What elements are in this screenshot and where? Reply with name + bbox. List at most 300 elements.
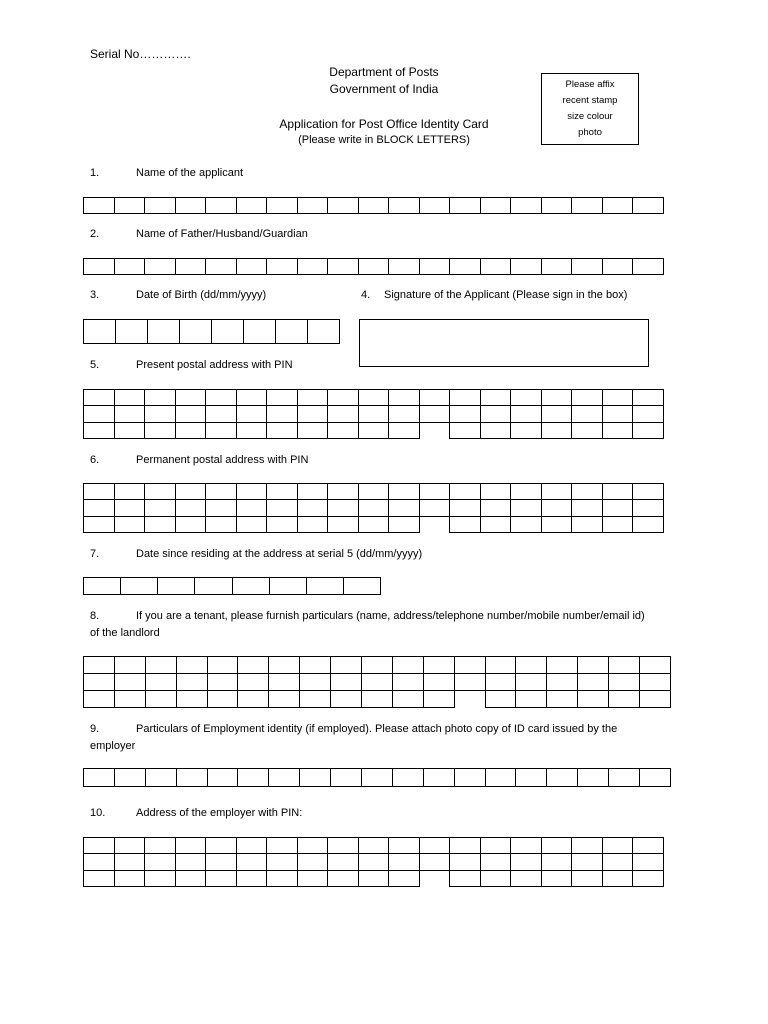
letter-box[interactable] [84, 259, 115, 275]
letter-box[interactable] [232, 578, 269, 595]
letter-box[interactable] [176, 674, 207, 691]
letter-box[interactable] [145, 870, 176, 886]
letter-box[interactable] [516, 691, 547, 708]
letter-box[interactable] [145, 657, 176, 674]
letter-box[interactable] [602, 500, 633, 516]
letter-box[interactable] [392, 769, 423, 787]
letter-box[interactable] [206, 500, 237, 516]
letter-box[interactable] [480, 390, 511, 406]
letter-box[interactable] [114, 691, 145, 708]
letter-box[interactable] [572, 259, 603, 275]
letter-box[interactable] [84, 691, 115, 708]
guardian-name-boxes[interactable] [83, 258, 664, 275]
letter-box[interactable] [419, 198, 450, 214]
letter-box[interactable] [145, 500, 176, 516]
letter-box[interactable] [572, 854, 603, 870]
letter-box[interactable] [267, 484, 298, 500]
letter-box[interactable] [145, 769, 176, 787]
letter-box[interactable] [358, 198, 389, 214]
letter-box[interactable] [238, 674, 269, 691]
letter-box[interactable] [541, 870, 572, 886]
letter-box[interactable] [485, 691, 516, 708]
letter-box[interactable] [206, 838, 237, 854]
letter-box[interactable] [297, 484, 328, 500]
letter-box[interactable] [633, 484, 664, 500]
letter-box[interactable] [511, 198, 542, 214]
letter-box[interactable] [145, 259, 176, 275]
letter-box[interactable] [114, 406, 145, 422]
letter-box[interactable] [297, 198, 328, 214]
letter-box[interactable] [511, 422, 542, 438]
letter-box[interactable] [640, 674, 671, 691]
letter-box[interactable] [541, 484, 572, 500]
letter-box[interactable] [541, 406, 572, 422]
letter-box[interactable] [633, 838, 664, 854]
letter-box[interactable] [328, 422, 359, 438]
residing-since-date-boxes[interactable] [83, 577, 381, 595]
letter-box[interactable] [389, 259, 420, 275]
letter-box[interactable] [633, 406, 664, 422]
letter-box[interactable] [609, 691, 640, 708]
letter-box[interactable] [297, 500, 328, 516]
letter-box[interactable] [419, 484, 450, 500]
letter-box[interactable] [176, 691, 207, 708]
letter-box[interactable] [480, 854, 511, 870]
letter-box[interactable] [450, 484, 481, 500]
letter-box[interactable] [300, 691, 331, 708]
letter-box[interactable] [480, 516, 511, 532]
letter-box[interactable] [145, 854, 176, 870]
letter-box[interactable] [389, 838, 420, 854]
letter-box[interactable] [269, 657, 300, 674]
letter-box[interactable] [206, 516, 237, 532]
letter-box[interactable] [358, 500, 389, 516]
employer-address-boxes[interactable] [83, 837, 664, 887]
letter-box[interactable] [511, 838, 542, 854]
letter-box[interactable] [236, 198, 267, 214]
date-of-birth-boxes[interactable] [83, 319, 340, 344]
letter-box[interactable] [267, 198, 298, 214]
letter-box[interactable] [547, 657, 578, 674]
letter-box[interactable] [362, 769, 393, 787]
letter-box[interactable] [175, 198, 206, 214]
letter-box[interactable] [423, 674, 454, 691]
permanent-address-boxes[interactable] [83, 483, 664, 533]
letter-box[interactable] [267, 259, 298, 275]
letter-box[interactable] [297, 422, 328, 438]
letter-box[interactable] [572, 484, 603, 500]
letter-box[interactable] [114, 674, 145, 691]
letter-box[interactable] [114, 390, 145, 406]
letter-box[interactable] [450, 259, 481, 275]
letter-box[interactable] [145, 838, 176, 854]
letter-box[interactable] [572, 500, 603, 516]
letter-box[interactable] [450, 198, 481, 214]
letter-box[interactable] [236, 500, 267, 516]
letter-box[interactable] [297, 838, 328, 854]
letter-box[interactable] [145, 516, 176, 532]
letter-box[interactable] [114, 657, 145, 674]
letter-box[interactable] [419, 854, 450, 870]
letter-box[interactable] [145, 674, 176, 691]
letter-box[interactable] [267, 854, 298, 870]
letter-box[interactable] [114, 838, 145, 854]
letter-box[interactable] [392, 657, 423, 674]
letter-box[interactable] [207, 657, 238, 674]
letter-box[interactable] [480, 406, 511, 422]
letter-box[interactable] [175, 870, 206, 886]
letter-box[interactable] [267, 870, 298, 886]
letter-box[interactable] [84, 320, 116, 344]
letter-box[interactable] [602, 854, 633, 870]
letter-box[interactable] [267, 406, 298, 422]
letter-box[interactable] [114, 500, 145, 516]
letter-box[interactable] [633, 516, 664, 532]
letter-box[interactable] [541, 390, 572, 406]
letter-box[interactable] [236, 406, 267, 422]
letter-box[interactable] [485, 769, 516, 787]
letter-box[interactable] [511, 500, 542, 516]
letter-box[interactable] [511, 516, 542, 532]
letter-box[interactable] [328, 500, 359, 516]
letter-box[interactable] [511, 406, 542, 422]
letter-box[interactable] [175, 484, 206, 500]
letter-box[interactable] [609, 769, 640, 787]
letter-box[interactable] [145, 422, 176, 438]
letter-box[interactable] [114, 198, 145, 214]
letter-box[interactable] [269, 769, 300, 787]
letter-box[interactable] [145, 484, 176, 500]
letter-box[interactable] [480, 259, 511, 275]
letter-box[interactable] [175, 500, 206, 516]
letter-box[interactable] [480, 198, 511, 214]
letter-box[interactable] [389, 390, 420, 406]
letter-box[interactable] [547, 674, 578, 691]
letter-box[interactable] [602, 422, 633, 438]
letter-box[interactable] [328, 838, 359, 854]
letter-box[interactable] [480, 484, 511, 500]
letter-box[interactable] [114, 769, 145, 787]
letter-box[interactable] [84, 198, 115, 214]
letter-box[interactable] [633, 198, 664, 214]
letter-box[interactable] [609, 657, 640, 674]
letter-box[interactable] [84, 516, 115, 532]
letter-box[interactable] [389, 198, 420, 214]
letter-box[interactable] [362, 657, 393, 674]
letter-box[interactable] [206, 259, 237, 275]
letter-box[interactable] [331, 769, 362, 787]
letter-box[interactable] [84, 578, 121, 595]
letter-box[interactable] [516, 769, 547, 787]
letter-box[interactable] [389, 516, 420, 532]
letter-box[interactable] [236, 422, 267, 438]
letter-box[interactable] [572, 422, 603, 438]
letter-box[interactable] [300, 657, 331, 674]
letter-box[interactable] [328, 870, 359, 886]
letter-box[interactable] [206, 198, 237, 214]
letter-box[interactable] [389, 854, 420, 870]
letter-box[interactable] [480, 870, 511, 886]
letter-box[interactable] [328, 198, 359, 214]
letter-box[interactable] [419, 500, 450, 516]
letter-box[interactable] [572, 516, 603, 532]
letter-box[interactable] [331, 674, 362, 691]
letter-box[interactable] [541, 838, 572, 854]
letter-box[interactable] [541, 198, 572, 214]
letter-box[interactable] [267, 516, 298, 532]
letter-box[interactable] [300, 769, 331, 787]
letter-box[interactable] [419, 406, 450, 422]
letter-box[interactable] [450, 854, 481, 870]
applicant-name-boxes[interactable] [83, 197, 664, 214]
letter-box[interactable] [541, 516, 572, 532]
present-address-boxes[interactable] [83, 389, 664, 439]
letter-box[interactable] [297, 406, 328, 422]
letter-box[interactable] [480, 422, 511, 438]
letter-box[interactable] [511, 854, 542, 870]
letter-box[interactable] [633, 259, 664, 275]
letter-box[interactable] [176, 769, 207, 787]
letter-box[interactable] [206, 870, 237, 886]
letter-box[interactable] [207, 691, 238, 708]
letter-box[interactable] [633, 390, 664, 406]
letter-box[interactable] [84, 500, 115, 516]
letter-box[interactable] [633, 422, 664, 438]
letter-box[interactable] [516, 657, 547, 674]
letter-box[interactable] [547, 769, 578, 787]
letter-box[interactable] [572, 870, 603, 886]
letter-box[interactable] [633, 500, 664, 516]
letter-box[interactable] [238, 657, 269, 674]
letter-box[interactable] [578, 769, 609, 787]
letter-box[interactable] [331, 657, 362, 674]
letter-box[interactable] [343, 578, 380, 595]
letter-box[interactable] [176, 657, 207, 674]
letter-box[interactable] [511, 390, 542, 406]
letter-box[interactable] [207, 769, 238, 787]
letter-box[interactable] [572, 390, 603, 406]
letter-box[interactable] [358, 838, 389, 854]
letter-box[interactable] [148, 320, 180, 344]
letter-box[interactable] [423, 657, 454, 674]
employment-identity-boxes[interactable] [83, 768, 671, 787]
photo-box[interactable] [541, 73, 639, 145]
letter-box[interactable] [158, 578, 195, 595]
letter-box[interactable] [485, 674, 516, 691]
letter-box[interactable] [114, 854, 145, 870]
letter-box[interactable] [180, 320, 212, 344]
letter-box[interactable] [541, 500, 572, 516]
signature-box[interactable] [359, 319, 649, 367]
letter-box[interactable] [358, 516, 389, 532]
letter-box[interactable] [121, 578, 158, 595]
letter-box[interactable] [206, 406, 237, 422]
letter-box[interactable] [175, 422, 206, 438]
letter-box[interactable] [454, 674, 485, 691]
letter-box[interactable] [480, 500, 511, 516]
letter-box[interactable] [84, 870, 115, 886]
letter-box[interactable] [389, 422, 420, 438]
landlord-particulars-boxes[interactable] [83, 656, 671, 708]
letter-box[interactable] [300, 674, 331, 691]
letter-box[interactable] [175, 390, 206, 406]
letter-box[interactable] [358, 870, 389, 886]
letter-box[interactable] [269, 691, 300, 708]
letter-box[interactable] [389, 406, 420, 422]
letter-box[interactable] [450, 406, 481, 422]
letter-box[interactable] [602, 259, 633, 275]
letter-box[interactable] [269, 674, 300, 691]
letter-box[interactable] [84, 422, 115, 438]
letter-box[interactable] [238, 769, 269, 787]
letter-box[interactable] [175, 406, 206, 422]
letter-box[interactable] [511, 870, 542, 886]
letter-box[interactable] [84, 406, 115, 422]
letter-box[interactable] [236, 854, 267, 870]
letter-box[interactable] [358, 259, 389, 275]
letter-box[interactable] [609, 674, 640, 691]
letter-box[interactable] [450, 390, 481, 406]
letter-box[interactable] [297, 854, 328, 870]
letter-box[interactable] [244, 320, 276, 344]
letter-box[interactable] [389, 484, 420, 500]
letter-box[interactable] [450, 516, 481, 532]
letter-box[interactable] [114, 484, 145, 500]
letter-box[interactable] [175, 854, 206, 870]
letter-box[interactable] [578, 691, 609, 708]
letter-box[interactable] [454, 657, 485, 674]
letter-box[interactable] [419, 838, 450, 854]
letter-box[interactable] [269, 578, 306, 595]
letter-box[interactable] [238, 691, 269, 708]
letter-box[interactable] [328, 259, 359, 275]
letter-box[interactable] [640, 657, 671, 674]
letter-box[interactable] [267, 500, 298, 516]
letter-box[interactable] [480, 838, 511, 854]
letter-box[interactable] [297, 259, 328, 275]
letter-box[interactable] [362, 691, 393, 708]
letter-box[interactable] [297, 390, 328, 406]
letter-box[interactable] [145, 198, 176, 214]
letter-box[interactable] [423, 769, 454, 787]
letter-box[interactable] [236, 838, 267, 854]
letter-box[interactable] [145, 390, 176, 406]
letter-box[interactable] [362, 674, 393, 691]
letter-box[interactable] [419, 390, 450, 406]
letter-box[interactable] [195, 578, 232, 595]
letter-box[interactable] [84, 484, 115, 500]
letter-box[interactable] [206, 422, 237, 438]
letter-box[interactable] [84, 769, 115, 787]
letter-box[interactable] [328, 854, 359, 870]
letter-box[interactable] [602, 484, 633, 500]
letter-box[interactable] [572, 406, 603, 422]
letter-box[interactable] [114, 259, 145, 275]
letter-box[interactable] [206, 390, 237, 406]
letter-box[interactable] [206, 484, 237, 500]
letter-box[interactable] [602, 406, 633, 422]
letter-box[interactable] [84, 390, 115, 406]
letter-box[interactable] [114, 422, 145, 438]
letter-box[interactable] [602, 870, 633, 886]
letter-box[interactable] [175, 259, 206, 275]
letter-box[interactable] [328, 484, 359, 500]
letter-box[interactable] [358, 390, 389, 406]
letter-box[interactable] [114, 516, 145, 532]
letter-box[interactable] [212, 320, 244, 344]
letter-box[interactable] [358, 854, 389, 870]
letter-box[interactable] [236, 484, 267, 500]
letter-box[interactable] [267, 422, 298, 438]
letter-box[interactable] [602, 390, 633, 406]
letter-box[interactable] [114, 870, 145, 886]
letter-box[interactable] [297, 870, 328, 886]
letter-box[interactable] [267, 838, 298, 854]
letter-box[interactable] [175, 516, 206, 532]
letter-box[interactable] [541, 259, 572, 275]
letter-box[interactable] [541, 422, 572, 438]
letter-box[interactable] [511, 484, 542, 500]
letter-box[interactable] [145, 691, 176, 708]
letter-box[interactable] [84, 657, 115, 674]
letter-box[interactable] [331, 691, 362, 708]
letter-box[interactable] [328, 516, 359, 532]
letter-box[interactable] [276, 320, 308, 344]
letter-box[interactable] [419, 259, 450, 275]
letter-box[interactable] [547, 691, 578, 708]
letter-box[interactable] [328, 390, 359, 406]
letter-box[interactable] [578, 657, 609, 674]
letter-box[interactable] [511, 259, 542, 275]
letter-box[interactable] [297, 516, 328, 532]
letter-box[interactable] [328, 406, 359, 422]
letter-box[interactable] [578, 674, 609, 691]
letter-box[interactable] [358, 484, 389, 500]
letter-box[interactable] [145, 406, 176, 422]
letter-box[interactable] [358, 406, 389, 422]
letter-box[interactable] [572, 198, 603, 214]
letter-box[interactable] [84, 854, 115, 870]
letter-box[interactable] [389, 500, 420, 516]
letter-box[interactable] [633, 854, 664, 870]
letter-box[interactable] [541, 854, 572, 870]
letter-box[interactable] [454, 769, 485, 787]
letter-box[interactable] [572, 838, 603, 854]
letter-box[interactable] [207, 674, 238, 691]
letter-box[interactable] [450, 870, 481, 886]
letter-box[interactable] [236, 870, 267, 886]
letter-box[interactable] [423, 691, 454, 708]
letter-box[interactable] [602, 516, 633, 532]
letter-box[interactable] [236, 516, 267, 532]
letter-box[interactable] [84, 838, 115, 854]
letter-box[interactable] [206, 854, 237, 870]
letter-box[interactable] [516, 674, 547, 691]
letter-box[interactable] [485, 657, 516, 674]
letter-box[interactable] [358, 422, 389, 438]
letter-box[interactable] [640, 691, 671, 708]
letter-box[interactable] [389, 870, 420, 886]
letter-box[interactable] [450, 422, 481, 438]
letter-box[interactable] [392, 674, 423, 691]
letter-box[interactable] [236, 390, 267, 406]
letter-box[interactable] [306, 578, 343, 595]
letter-box[interactable] [602, 838, 633, 854]
letter-box[interactable] [633, 870, 664, 886]
letter-box[interactable] [267, 390, 298, 406]
letter-box[interactable] [308, 320, 340, 344]
letter-box[interactable] [640, 769, 671, 787]
